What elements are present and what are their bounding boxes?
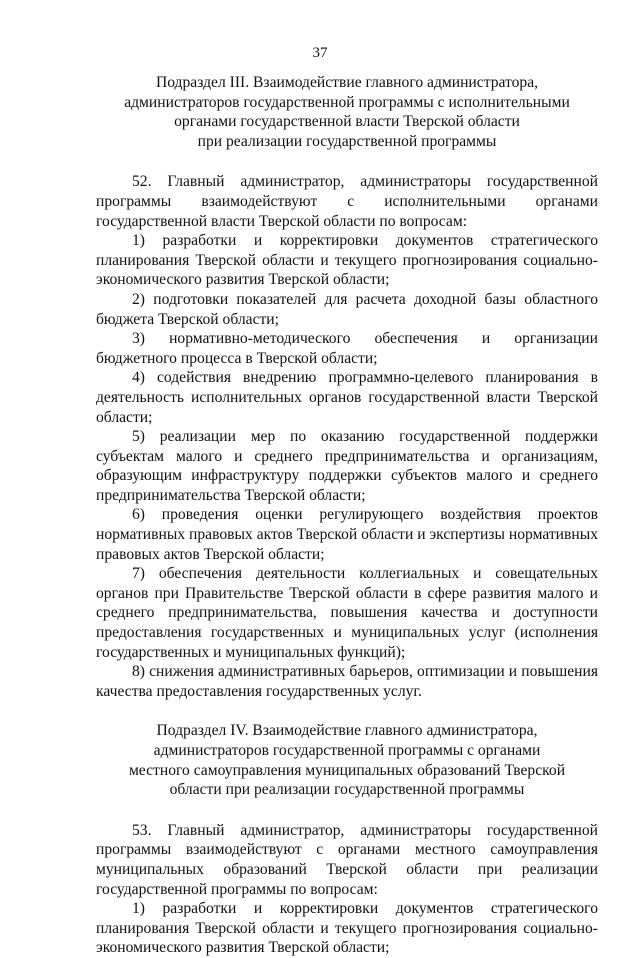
section-4-heading-line: области при реализации государственной программы — [169, 781, 525, 799]
section-3-heading-line: органами государственной власти Тверской области — [174, 113, 520, 131]
paragraph-52-item-7: 7) обеспечения деятельности коллегиальных и совещательных органов при Правительстве Тверской области в сфере развития малого и среднего предпринимательства, повышения качества и доступности предоставления государственных и муниципальных услуг (исполнения государственных и муниципальных функций); — [96, 565, 598, 661]
document-body — [96, 73, 598, 958]
section-4-heading-line: местного самоуправления муниципальных образований Тверской — [128, 761, 566, 779]
section-3-heading-line: администраторов государственной программы с исполнительными — [124, 93, 570, 111]
section-3-heading-line: Подраздел III. Взаимодействие главного администратора, — [155, 74, 539, 91]
paragraph-52-item-4: 4) содействия внедрению программно-целевого планирования в деятельность исполнительных органов государственной власти Тверской области; — [96, 369, 598, 426]
section-4-heading-line: Подраздел IV. Взаимодействие главного администратора, — [156, 722, 538, 740]
paragraph-53-intro: 53. Главный администратор, администраторы государственной программы взаимодействуют с органами местного самоуправления муниципальных образований Тверской области при реализации государственной программы по вопросам: — [96, 821, 598, 898]
section-3-heading — [96, 73, 598, 151]
section-3-heading-line: при реализации государственной программы — [197, 132, 497, 150]
paragraph-52-item-8: 8) снижения административных барьеров, оптимизации и повышения качества предоставления государственных услуг. — [96, 663, 598, 700]
page-number: 37 — [312, 45, 328, 61]
paragraph-52-item-6: 6) проведения оценки регулирующего воздействия проектов нормативных правовых актов Тверской области и экспертизы нормативных правовых актов Тверской области; — [96, 506, 598, 563]
paragraph-53-item-1: 1) разработки и корректировки документов стратегического планирования Тверской области и текущего прогнозирования социально-экономического развития Тверской области; — [96, 900, 598, 957]
section-4-heading-line: администраторов государственной программы с органами — [153, 742, 541, 759]
paragraph-52-item-2: 2) подготовки показателей для расчета доходной базы областного бюджета Тверской области; — [96, 290, 598, 328]
paragraph-52-item-1: 1) разработки и корректировки документов стратегического планирования Тверской области и текущего прогнозирования социально-экономического развития Тверской области; — [96, 232, 598, 289]
paragraph-52-intro: 52. Главный администратор, администраторы государственной программы взаимодействуют с исполнительными органами государственной власти Тверской области по вопросам: — [96, 173, 598, 230]
paragraph-52-item-5: 5) реализации мер по оказанию государственной поддержки субъектам малого и среднего предпринимательства и организациям, образующим инфраструктуру поддержки субъектов малого и среднего предпринимательства Тверской области; — [96, 428, 598, 504]
section-4-heading — [96, 721, 598, 799]
paragraph-52-item-3: 3) нормативно-методического обеспечения и организации бюджетного процесса в Тверской области; — [96, 330, 598, 367]
